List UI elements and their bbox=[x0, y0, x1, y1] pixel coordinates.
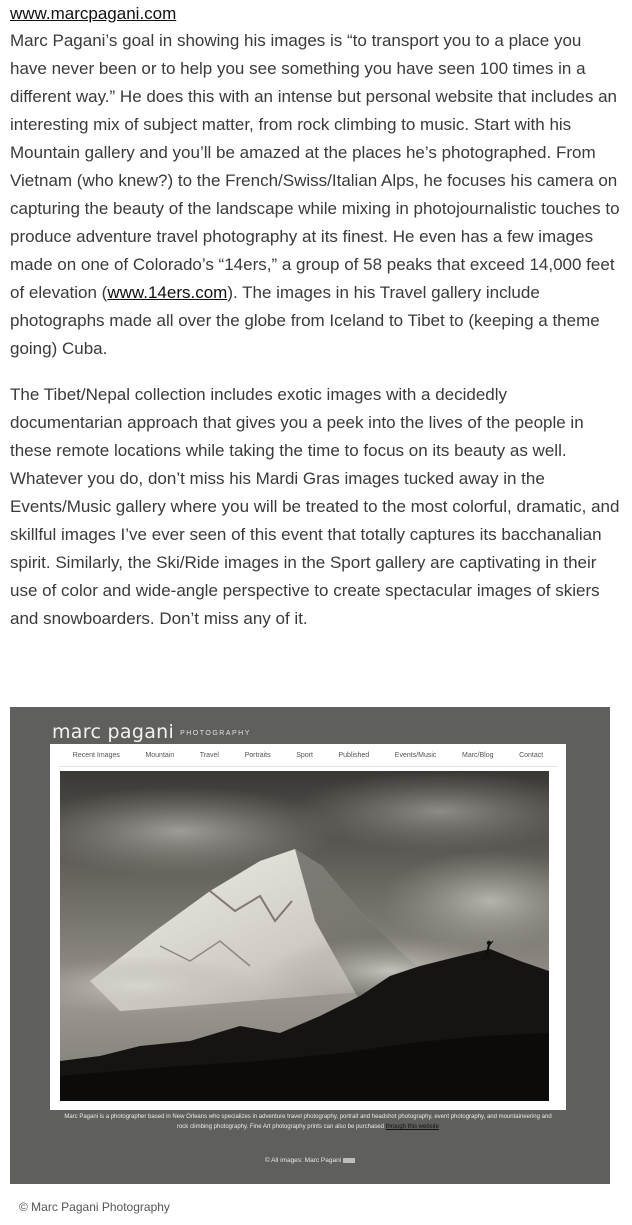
screenshot-nav-portraits: Portraits bbox=[244, 751, 271, 759]
screenshot-nav-travel: Travel bbox=[199, 751, 219, 759]
mountain-photo bbox=[60, 771, 549, 1101]
screenshot-nav-divider bbox=[58, 766, 558, 767]
fourteeners-link[interactable]: www.14ers.com bbox=[107, 283, 228, 302]
article bbox=[10, 0, 622, 633]
screenshot-nav-recent-images: Recent Images bbox=[72, 751, 120, 759]
screenshot-nav-marc-blog: Marc/Blog bbox=[461, 751, 494, 759]
website-screenshot bbox=[10, 707, 610, 1184]
screenshot-nav-mountain: Mountain bbox=[145, 751, 175, 759]
paragraph-1-text-b: ). The images in his Travel gallery include photographs made all over the globe from Iceland to Tibet to (keeping a theme going) Cuba. bbox=[10, 283, 600, 358]
screenshot-caption-text: Marc Pagani is a photographer based in New Orleans who specializes in adventure travel photography, portrait and headshot photography, event photography, and mountaineering and rock climbing photography. Fine Art photography prints can also be purchased bbox=[64, 1114, 552, 1130]
screenshot-panel bbox=[50, 744, 566, 1110]
screenshot-caption bbox=[62, 1112, 554, 1132]
screenshot-copyright-badge bbox=[343, 1158, 355, 1163]
screenshot-copyright-text: © All images: Marc Pagani bbox=[264, 1157, 342, 1164]
screenshot-nav-published: Published bbox=[338, 751, 370, 759]
screenshot-logo bbox=[52, 721, 251, 743]
screenshot-caption-link[interactable]: through this website bbox=[385, 1124, 440, 1130]
screenshot-logo-sub: PHOTOGRAPHY bbox=[180, 730, 251, 737]
paragraph-2: The Tibet/Nepal collection includes exotic images with a decidedly documentarian approach that gives you a peek into the lives of the people in these remote locations while taking the time to focus on its beauty as well. Whatever you do, don’t miss his Mardi Gras images tucked away in the Events/Music gallery where you will be treated to the most colorful, dramatic, and skillful images I’ve ever seen of this event that totally captures its bacchanalian spirit. Similarly, the Ski/Ride images in the Sport gallery are captivating in their use of color and wide-angle perspective to create spectacular images of skiers and snowboarders. Don’t miss any of it. bbox=[10, 385, 620, 628]
screenshot-nav-events-music: Events/Music bbox=[394, 751, 437, 759]
site-link[interactable]: www.marcpagani.com bbox=[10, 4, 177, 23]
paragraph-1 bbox=[10, 27, 622, 363]
screenshot-nav-contact: Contact bbox=[519, 751, 544, 759]
image-credit: © Marc Pagani Photography bbox=[19, 1200, 170, 1214]
paragraph-1-text-a: Marc Pagani’s goal in showing his images is “to transport you to a place you have never been or to help you see something you have seen 100 times in a different way.” He does this with an intense but personal website that includes an interesting mix of subject matter, from rock climbing to music. Start with his Mountain gallery and you’ll be amazed at the places he’s photographed. From Vietnam (who knew?) to the French/Swiss/Italian Alps, he focuses his camera on capturing the beauty of the landscape while mixing in photojournalistic touches to produce adventure travel photography at its finest. He even has a few images made on one of Colorado’s “14ers,” a group of 58 peaks that exceed 14,000 feet of elevation ( bbox=[10, 31, 620, 302]
screenshot-copyright bbox=[10, 1157, 610, 1164]
screenshot-nav bbox=[50, 744, 566, 766]
screenshot-logo-name: marc pagani bbox=[52, 721, 175, 743]
screenshot-nav-sport: Sport bbox=[296, 751, 313, 759]
